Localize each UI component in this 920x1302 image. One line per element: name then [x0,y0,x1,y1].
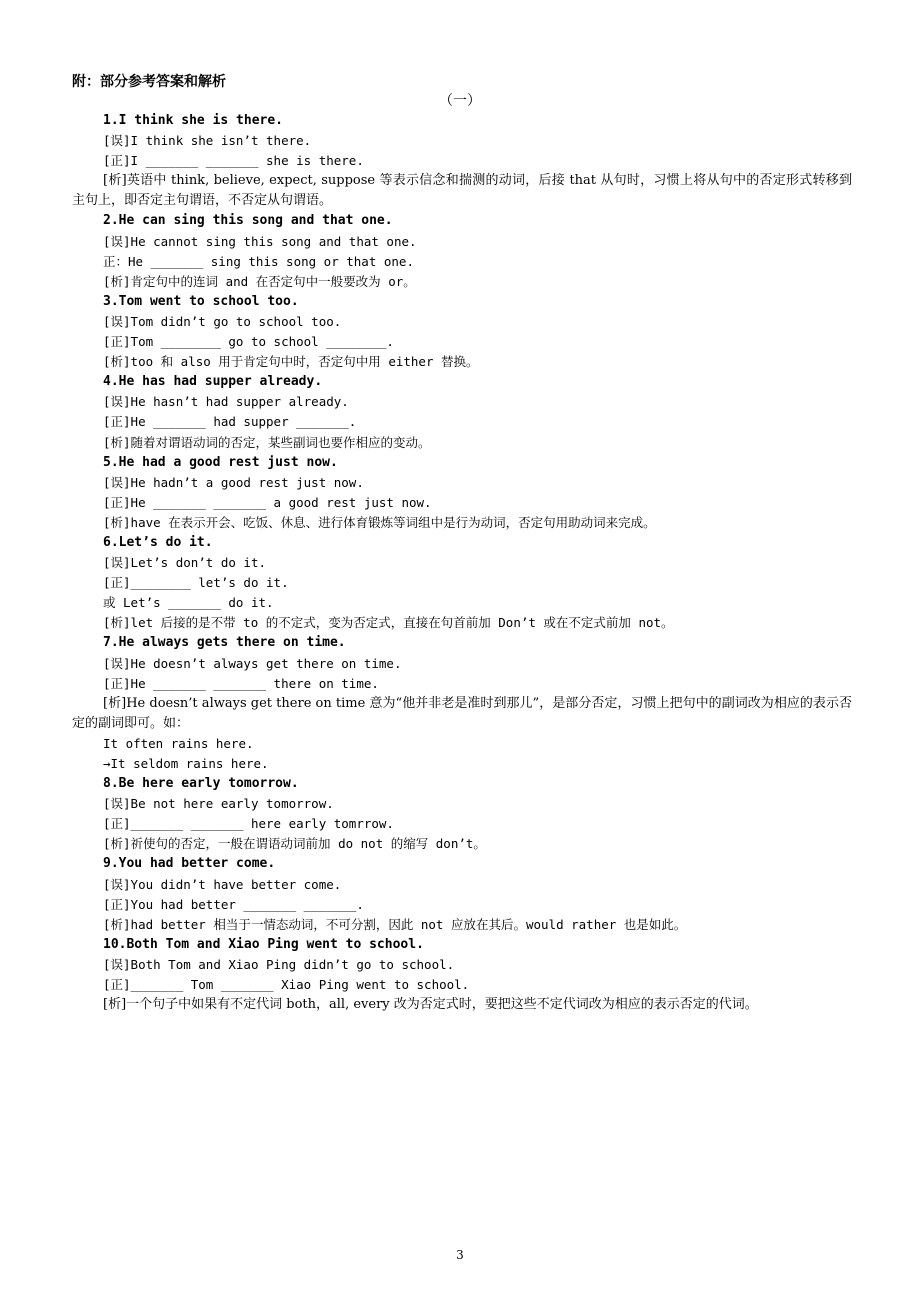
explanation-paragraph: [析]英语中 think, believe, expect, suppose 等表示信念和揣测的动词，后接 that 从句时，习惯上将从句中的否定形式转移到主句上，即否定主句谓语，不否定从句谓语。 [72,173,852,209]
question-line: 8.Be here early tomorrow. [103,776,299,792]
question-line: 5.He had a good rest just now. [103,454,338,470]
answer-line: It often rains here. [103,735,254,751]
answer-line: [误]Tom didn’t go to school too. [103,313,342,329]
appendix-heading: 附：部分参考答案和解析 [72,74,226,90]
question-line: 1.I think she is there. [103,113,284,128]
answer-line: [误]You didn’t have better come. [103,876,342,892]
answer-line: [正]_______ Tom _______ Xiao Ping went to school. [103,977,470,993]
page-number: 3 [456,1248,464,1262]
answer-line: [误]He cannot sing this song and that one. [103,233,417,249]
answer-line: [误]Be not here early tomorrow. [103,796,334,812]
answer-line: [析]too 和 also 用于肯定句中时，否定句中用 either 替换。 [103,354,479,370]
answer-line: [析]随着对谓语动词的否定，某些副词也要作相应的变动。 [103,434,431,450]
answer-line: [误]Both Tom and Xiao Ping didn’t go to school. [103,956,455,972]
explanation-paragraph: [析]He doesn’t always get there on time 意为“他并非老是准时到那儿”，是部分否定，习惯上把句中的副词改为相应的表示否定的副词即可。如： [72,695,852,731]
question-line: 3.Tom went to school too. [103,293,299,309]
answer-line: [正]He _______ had supper _______. [103,414,357,430]
explanation-paragraph: [析]一个句子中如果有不定代词 both，all, every 改为否定式时，要把这些不定代词改为相应的表示否定的代词。 [103,997,758,1013]
question-line: 10.Both Tom and Xiao Ping went to school. [103,936,424,952]
question-line: 7.He always gets there on time. [103,635,346,651]
answer-line: [正]He _______ _______ a good rest just now. [103,494,432,510]
answer-line: →It seldom rains here. [103,756,269,771]
answer-line: 或 Let’s _______ do it. [103,595,274,611]
answer-line: [析]肯定句中的连词 and 在否定句中一般要改为 or。 [103,273,416,289]
answer-line: 正：He _______ sing this song or that one. [103,253,414,269]
answer-line: [正]Tom ________ go to school ________. [103,334,394,350]
answer-line: [误]He hasn’t had supper already. [103,394,349,410]
answer-line: [析]have 在表示开会、吃饭、休息、进行体育锻炼等词组中是行为动词，否定句用助动词来完成。 [103,514,656,530]
answer-line: [正]You had better _______ _______. [103,896,364,912]
answer-line: [正]________ let’s do it. [103,575,289,591]
answer-line: [误]He hadn’t a good rest just now. [103,474,364,490]
answer-line: [析]祈使句的否定，一般在谓语动词前加 do not 的缩写 don’t。 [103,836,486,852]
question-line: 2.He can sing this song and that one. [103,213,393,229]
answer-line: [误]Let’s don’t do it. [103,555,267,571]
section-title [0,91,920,111]
section-title-text: （一） [439,93,481,109]
answer-line: [误]I think she isn’t there. [103,133,312,149]
question-line: 6.Let’s do it. [103,534,213,550]
answer-line: [析]let 后接的是不带 to 的不定式，变为否定式，直接在句首前加 Don’t 或在不定式前加 not。 [103,615,674,631]
answer-line: [误]He doesn’t always get there on time. [103,655,402,671]
question-line: 9.You had better come. [103,856,276,872]
answer-line: [正]I _______ _______ she is there. [103,153,364,169]
answer-list [72,111,852,1015]
answer-line: [正]He _______ _______ there on time. [103,675,379,691]
answer-line: [析]had better 相当于一情态动词，不可分割，因此 not 应放在其后。would rather 也是如此。 [103,916,687,932]
answer-line: [正]_______ _______ here early tomrrow. [103,816,394,832]
question-line: 4.He has had supper already. [103,374,323,390]
